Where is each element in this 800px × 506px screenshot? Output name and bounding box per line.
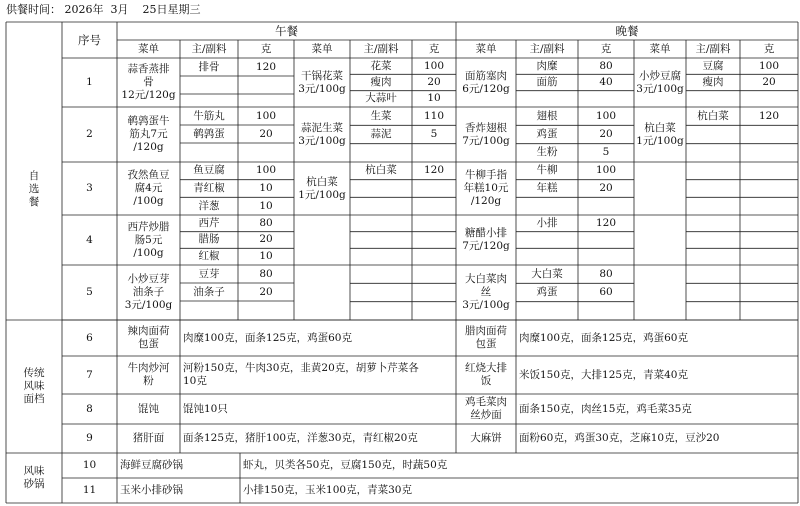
- lunch-gram: 100: [255, 164, 277, 177]
- lunch-gram: 5: [430, 127, 438, 140]
- dinner-ingredient: 瘦肉: [702, 75, 724, 88]
- dinner-ingredient: 鸡蛋: [536, 285, 558, 298]
- lunch-ingredient: [180, 76, 238, 94]
- dinner-ingredient: 翅根: [536, 109, 558, 122]
- trad-lunch-dish: 猪肝面: [132, 432, 165, 444]
- trad-dinner-ingredients: 肉糜100克，面条125克，鸡蛋60克: [519, 331, 688, 344]
- col-header-ingredient: 主/副料: [191, 42, 227, 55]
- claypot-dish: 玉米小排砂锅: [120, 484, 183, 496]
- trad-lunch-ingredients: 馄饨10只: [183, 402, 228, 415]
- section-traditional-noodles: 传统 风味 面档: [23, 367, 45, 405]
- lunch-gram: [238, 76, 294, 94]
- dinner-gram: [578, 91, 634, 107]
- dinner-ingredient: [686, 125, 740, 143]
- lunch-header: 午餐: [275, 23, 298, 38]
- seq-cell: 10: [82, 459, 97, 471]
- lunch-gram: 10: [259, 199, 273, 212]
- section-claypot: 风味 砂锅: [23, 465, 45, 490]
- dinner-gram: [578, 248, 634, 265]
- lunch-gram: 100: [255, 109, 277, 122]
- trad-lunch-dish: 馄饨: [138, 402, 159, 415]
- dinner-gram: 100: [595, 164, 617, 177]
- lunch-ingredient: 鹌鹑蛋: [193, 127, 225, 140]
- lunch-ingredient: 大蒜叶: [365, 92, 397, 105]
- dinner-gram: 120: [595, 216, 617, 229]
- dinner-ingredient: 牛柳: [536, 164, 558, 177]
- trad-lunch-ingredients: 肉糜100克，面条125克，鸡蛋60克: [183, 331, 352, 344]
- dinner-ingredient: [686, 91, 740, 107]
- trad-dinner-ingredients: 面粉60克，鸡蛋30克，芝麻10克，豆沙20: [519, 432, 720, 444]
- dinner-ingredient: [686, 144, 740, 162]
- lunch-ingredient: 鱼豆腐: [193, 164, 225, 177]
- lunch-gram: 80: [259, 216, 273, 229]
- dinner-ingredient: [516, 91, 578, 107]
- claypot-dish: 海鲜豆腐砂锅: [120, 459, 183, 471]
- lunch-ingredient: [350, 144, 412, 162]
- dinner-ingredient: 肉糜: [536, 59, 558, 72]
- dinner-gram: 100: [595, 109, 617, 122]
- seq-cell: 5: [86, 286, 93, 298]
- lunch-gram: [238, 143, 294, 161]
- lunch-dish: 干锅花菜 3元/100g: [298, 69, 346, 95]
- lunch-gram: 10: [259, 181, 273, 194]
- col-header-gram: 克: [600, 42, 612, 55]
- dinner-ingredient: 小排: [536, 216, 558, 229]
- dinner-gram: 60: [599, 285, 613, 298]
- dinner-ingredient: 杭白菜: [697, 109, 729, 122]
- lunch-ingredient: 洋葱: [198, 199, 220, 212]
- dinner-gram: 80: [599, 267, 613, 280]
- lunch-dish: 蒜香蒸排 骨 12元/120g: [121, 63, 176, 101]
- lunch-ingredient: 排骨: [198, 60, 220, 73]
- lunch-ingredient: 蒜泥: [370, 127, 392, 140]
- dinner-ingredient: 年糕: [536, 181, 558, 194]
- dinner-gram: 100: [758, 59, 780, 72]
- lunch-ingredient: [350, 180, 412, 198]
- col-header-dish: 菜单: [138, 42, 159, 55]
- date-day: 25日星期三: [142, 3, 201, 16]
- dinner-gram: [740, 91, 798, 107]
- dinner-gram: 20: [599, 127, 613, 140]
- lunch-dish: 蒜泥生菜 3元/100g: [298, 121, 346, 147]
- lunch-gram: 10: [427, 92, 441, 105]
- lunch-ingredient: 生菜: [370, 109, 392, 122]
- dinner-ingredient: 面筋: [536, 75, 558, 88]
- dinner-dish: 糖醋小排 7元/120g: [462, 227, 510, 252]
- trad-lunch-dish: 辣肉面荷 包蛋: [127, 325, 170, 350]
- dinner-dish: 面筋塞肉 6元/120g: [462, 69, 510, 95]
- seq-cell: 9: [86, 432, 93, 444]
- lunch-dish: 鹌鹑蛋牛 筋丸7元 /120g: [127, 115, 170, 153]
- dinner-ingredient: 豆腐: [702, 59, 724, 72]
- seq-cell: 4: [86, 233, 93, 246]
- lunch-gram: [412, 197, 456, 215]
- lunch-gram: [238, 301, 294, 319]
- lunch-ingredient: 花菜: [370, 59, 392, 72]
- col-header-gram: 克: [428, 42, 440, 55]
- lunch-gram: 120: [423, 164, 445, 177]
- lunch-ingredient: 西芹: [198, 216, 220, 229]
- dinner-gram: 40: [599, 75, 613, 88]
- col-header-dish: 菜单: [649, 42, 671, 55]
- col-header-dish: 菜单: [311, 42, 333, 55]
- col-header-ingredient: 主/副料: [363, 42, 399, 55]
- lunch-gram: [412, 180, 456, 198]
- lunch-gram: 100: [423, 59, 445, 72]
- dinner-ingredient: 鸡蛋: [536, 127, 558, 140]
- lunch-ingredient: 豆芽: [198, 267, 220, 280]
- lunch-ingredient: 牛筋丸: [193, 109, 225, 122]
- seq-cell: 3: [86, 182, 93, 194]
- dinner-ingredient: [516, 197, 578, 215]
- seq-cell: 8: [86, 402, 93, 415]
- lunch-ingredient: 红椒: [198, 250, 220, 263]
- lunch-dish: 杭白菜 1元/100g: [298, 175, 346, 201]
- trad-dinner-dish: 大麻饼: [470, 432, 502, 444]
- lunch-ingredient: 青红椒: [193, 181, 225, 194]
- lunch-ingredient: [180, 301, 238, 319]
- dinner-ingredient: 生粉: [536, 146, 558, 159]
- dinner-gram: 120: [758, 109, 780, 122]
- dinner-dish: 牛柳手指 年糕10元 /120g: [463, 169, 509, 207]
- lunch-ingredient: [180, 143, 238, 161]
- dinner-gram: 20: [599, 181, 613, 194]
- dinner-dish: 小炒豆腐 3元/100g: [636, 69, 684, 95]
- dinner-gram: [740, 144, 798, 162]
- date-month: 3月: [110, 3, 129, 16]
- lunch-gram: 20: [259, 127, 273, 140]
- dinner-ingredient: 大白菜: [531, 267, 563, 280]
- lunch-gram: [412, 144, 456, 162]
- dinner-gram: [578, 232, 634, 249]
- lunch-gram: 10: [259, 250, 273, 263]
- seq-cell: 1: [86, 76, 93, 88]
- col-header-gram: 克: [260, 42, 272, 55]
- dinner-gram: 80: [599, 59, 613, 72]
- lunch-dish: 西芹炒腊 肠5元 /100g: [127, 220, 170, 259]
- seq-cell: 7: [86, 368, 93, 381]
- claypot-ingredients: 虾丸，贝类各50克，豆腐150克，时蔬50克: [243, 459, 448, 471]
- lunch-ingredient: [350, 197, 412, 215]
- col-header-gram: 克: [763, 42, 775, 55]
- dinner-header: 晚餐: [615, 23, 639, 38]
- lunch-ingredient: 腊肠: [198, 233, 220, 246]
- trad-lunch-dish: 牛肉炒河 粉: [127, 362, 170, 387]
- seq-cell: 2: [86, 128, 93, 140]
- dinner-gram: 20: [762, 75, 776, 88]
- dinner-gram: 5: [602, 146, 610, 159]
- lunch-dish: 小炒豆芽 油条子 3元/100g: [124, 273, 173, 311]
- trad-dinner-dish: 腊肉面荷 包蛋: [465, 325, 507, 350]
- lunch-gram: 20: [259, 285, 273, 298]
- dinner-dish: 大白菜肉 丝 3元/100g: [462, 273, 510, 311]
- lunch-ingredient: 油条子: [193, 285, 225, 298]
- trad-lunch-ingredients: 面条125克，猪肝100克，洋葱30克，青红椒20克: [183, 432, 418, 444]
- trad-dinner-ingredients: 面条150克，肉丝15克，鸡毛菜35克: [519, 402, 692, 415]
- section-self-select: 自 选 餐: [28, 169, 40, 208]
- dinner-ingredient: [516, 302, 578, 320]
- seq-cell: 11: [82, 484, 97, 496]
- lunch-ingredient: 瘦肉: [370, 75, 392, 88]
- seq-cell: 6: [86, 331, 93, 344]
- lunch-gram: 80: [259, 267, 273, 280]
- date-year: 2026年: [64, 3, 104, 16]
- dinner-ingredient: [516, 248, 578, 265]
- claypot-ingredients: 小排150克，玉米100克，青菜30克: [243, 484, 412, 496]
- dinner-ingredient: [516, 232, 578, 249]
- dinner-dish: 香炸翅根 7元/100g: [462, 121, 510, 147]
- seq-header: 序号: [78, 32, 101, 47]
- lunch-gram: 20: [427, 75, 441, 88]
- trad-dinner-dish: 红烧大排 饭: [465, 362, 507, 387]
- lunch-dish: 孜然鱼豆 腐4元 /100g: [127, 169, 170, 207]
- trad-dinner-ingredients: 米饭150克，大排125克，青菜40克: [519, 368, 688, 381]
- dinner-gram: [578, 197, 634, 215]
- col-header-ingredient: 主/副料: [695, 42, 731, 55]
- trad-dinner-dish: 鸡毛菜肉 丝炒面: [465, 396, 507, 421]
- lunch-gram: 20: [259, 233, 273, 246]
- trad-lunch-ingredients: 河粉150克，牛肉30克，韭黄20克，胡萝卜芹菜各 10克: [183, 362, 419, 387]
- dinner-gram: [578, 302, 634, 320]
- lunch-gram: 110: [423, 109, 445, 122]
- lunch-gram: 120: [255, 60, 277, 73]
- col-header-dish: 菜单: [475, 42, 497, 55]
- lunch-ingredient: 杭白菜: [365, 164, 397, 177]
- dinner-gram: [740, 125, 798, 143]
- col-header-ingredient: 主/副料: [529, 42, 565, 55]
- date-label: 供餐时间：: [6, 3, 61, 16]
- dinner-dish: 杭白菜 1元/100g: [636, 121, 684, 147]
